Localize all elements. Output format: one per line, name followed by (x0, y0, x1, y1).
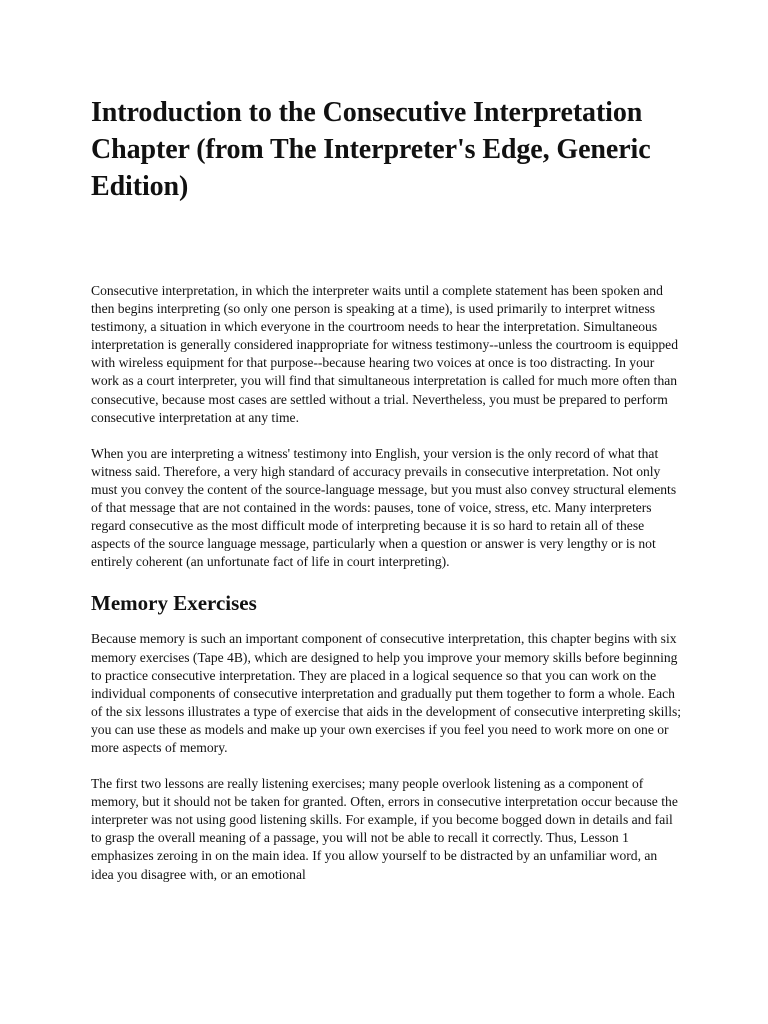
intro-paragraph-1: Consecutive interpretation, in which the interpreter waits until a complete statement has been spoken and then begins interpreting (so only one person is speaking at a time), is used primarily to interpret witness testimony, a situation in which everyone in the courtroom needs to hear the interpretation. Simultaneous interpretation is generally considered inappropriate for witness testimony--unless the courtroom is equipped with wireless equipment for that purpose--because hearing two voices at once is too distracting. In your work as a court interpreter, you will find that simultaneous interpretation is called for much more often than consecutive, because most cases are settled without a trial. Nevertheless, you must be prepared to perform consecutive interpretation at any time. (91, 283, 679, 425)
memory-paragraph-1: Because memory is such an important component of consecutive interpretation, this chapter begins with six memory exercises (Tape 4B), which are designed to help you improve your memory skills before beginning to practice consecutive interpretation. They are placed in a logical sequence so that you can work on the individual components of consecutive interpretation and gradually put them together to form a whole. Each of the six lessons illustrates a type of exercise that aids in the development of consecutive interpreting skills; you can use these as models and make up your own exercises if you feel you need to work more on one or more aspects of memory. (91, 631, 682, 755)
memory-paragraph-2: The first two lessons are really listening exercises; many people overlook listening as a component of memory, but it should not be taken for granted. Often, errors in consecutive interpretation occur because the interpreter was not using good listening skills. For example, if you become bogged down in details and fail to grasp the overall meaning of a passage, you will not be able to recall it correctly. Thus, Lesson 1 emphasizes zeroing in on the main idea. If you allow yourself to be distracted by an unfamiliar word, an idea you disagree with, or an emotional (91, 776, 678, 882)
document-title: Introduction to the Consecutive Interpretation Chapter (from The Interpreter's Edge, Generic Edition) (91, 97, 651, 202)
intro-paragraph-2: When you are interpreting a witness' testimony into English, your version is the only record of what that witness said. Therefore, a very high standard of accuracy prevails in consecutive interpretation. Not only must you convey the content of the source-language message, but you must also convey structural elements of that message that are not contained in the words: pauses, tone of voice, stress, etc. Many interpreters regard consecutive as the most difficult mode of interpreting because it is so hard to retain all of these aspects of the source language message, particularly when a question or answer is very lengthy or is not entirely coherent (an unfortunate fact of life in court interpreting). (91, 445, 677, 570)
section-heading-memory-exercises: Memory Exercises (91, 591, 257, 616)
document-page (91, 94, 683, 884)
